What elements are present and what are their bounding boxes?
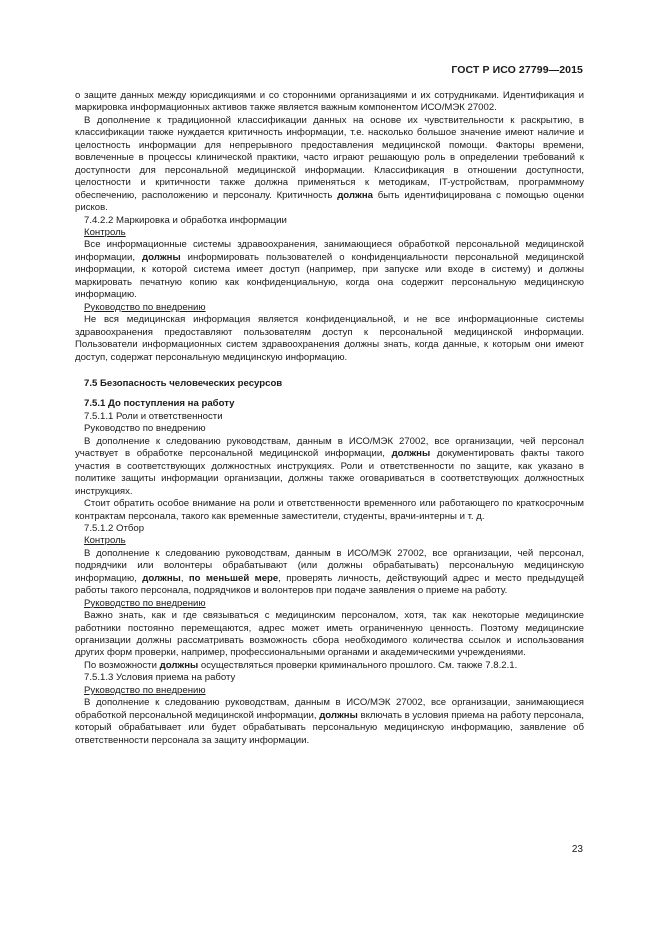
control-label: Контроль <box>84 535 126 547</box>
paragraph-text: По возможности <box>84 659 160 671</box>
bold-term: по меньшей мере <box>188 572 279 584</box>
paragraph <box>75 660 584 672</box>
paragraph-text: В дополнение к следованию руководствам, данным в ИСО/МЭК 27002, все организации, чей персонал участвует в обработке персональной медицинской информации, <box>75 435 584 460</box>
guidance-label: Руководство по внедрению <box>84 423 206 435</box>
paragraph <box>75 90 584 115</box>
bold-term: должны <box>391 448 431 460</box>
guidance-label: Руководство по внедрению <box>84 301 206 313</box>
paragraph-text: включать в условия приема на работу персонала, который обрабатывает или будет обрабатывать персональную медицинскую информацию, заявление об ответственности персонала за защиту информации. <box>75 709 584 746</box>
paragraph-text: быть идентифицирована с помощью оценки рисков. <box>75 189 584 214</box>
paragraph-text: , проверять личность, действующий адрес и место предыдущей работы такого персонала, подрядчиков и волонтеров при подаче заявления о приеме на работу. <box>75 572 584 597</box>
paragraph-text: документировать факты такого участия в соответствующих должностных инструкциях. Роли и ответственности по защите, как указано в политике защиты информации организации, должны также оговариваться в соответствующих должностных инструкциях. <box>75 448 584 497</box>
bold-term: должны <box>319 709 358 721</box>
paragraph-text: , <box>180 572 189 584</box>
bold-term: должна <box>337 189 373 201</box>
guidance-label: Руководство по внедрению <box>84 597 206 609</box>
paragraph-text: осуществляться проверки криминального прошлого. См. также 7.8.2.1. <box>198 659 518 671</box>
paragraph-text: о защите данных между юрисдикциями и со сторонними организациями и их сотрудниками. Идентификация и маркировка информационных активов также является важным компонентом ИСО/МЭК 27002. <box>75 90 584 114</box>
section-heading-7513: 7.5.1.3 Условия приема на работу <box>84 672 236 684</box>
bold-term: должны <box>142 572 181 584</box>
page-number: 23 <box>571 844 583 855</box>
paragraph-text: В дополнение к следованию руководствам, данным в ИСО/МЭК 27002, все организации, занимающиеся обработкой персональной медицинской информации, <box>75 697 584 721</box>
paragraph-text: В дополнение к следованию руководствам, данным в ИСО/МЭК 27002, все организации, чей персонал, подрядчики или волонтеры обрабатывают (или должны обрабатывать) персональную медицинскую информацию, <box>75 547 584 584</box>
paragraph-text: В дополнение к традиционной классификации данных на основе их чувствительности к раскрытию, в классификации также нуждается критичность информации, т.е. насколько большое значение имеют наличие и целостность информации для непрерывного предоставления медицинской помощи. Факторы времени, вовлеченные в процессы клинической практики, часто играют решающую роль в определении требований к доступности для персональной медицинской информации. Классификация в отношении доступности, целостности и критичности также должна применяться к методикам, IT-устройствам, программному обеспечению, расположению и персоналу. Критичность <box>75 114 584 201</box>
spacer <box>75 364 584 378</box>
section-heading-75: 7.5 Безопасность человеческих ресурсов <box>84 377 283 389</box>
section-heading-7512: 7.5.1.2 Отбор <box>84 522 145 534</box>
control-label: Контроль <box>84 226 126 238</box>
section-heading-7511: 7.5.1.1 Роли и ответственности <box>84 410 223 422</box>
bold-term: должны <box>159 659 199 671</box>
section-heading-7422: 7.4.2.2 Маркировка и обработка информации <box>84 214 287 226</box>
paragraph: Не вся медицинская информация является конфиденциальной, и не все информационные системы здравоохранения предоставляют пользователям доступ к персональной медицинской информации. Пользователи информационных систем здравоохранения должны знать, когда данные, к которым они имеют доступ, содержат персональную медицинскую информацию. <box>75 314 584 363</box>
paragraph <box>75 548 584 598</box>
section-heading-751: 7.5.1 До поступления на работу <box>84 398 235 410</box>
paragraph-text: информировать пользователей о конфиденциальности персональной медицинской информации, к которой система имеет доступ (например, при запуске или входе в систему) и должны маркировать печатную копию как конфиденциальную, когда она содержит персональную медицинскую информацию. <box>75 251 584 301</box>
paragraph-text: Все информационные системы здравоохранения, занимающиеся обработкой персональной медицинской информации, <box>75 239 584 263</box>
document-body <box>75 90 584 747</box>
paragraph <box>75 436 584 498</box>
paragraph <box>75 239 584 301</box>
bold-term: должны <box>142 251 181 263</box>
guidance-label: Руководство по внедрению <box>84 684 206 696</box>
paragraph: Важно знать, как и где связываться с медицинским персоналом, хотя, так как некоторые медицинские работники постоянно перемещаются, адрес может иметь ограниченную ценность. Поэтому медицинские организации должны рассматривать возможность сбора необходимого количества ссылок и использования других форм проверки, например, профессиональными органами и академическими учреждениями. <box>75 610 584 659</box>
paragraph <box>75 697 584 747</box>
document-header: ГОСТ Р ИСО 27799—2015 <box>451 64 583 76</box>
spacer <box>75 390 584 398</box>
paragraph: Стоит обратить особое внимание на роли и ответственности временного или работающего по краткосрочным контрактам персонала, такого как временные заместители, студенты, врачи-интерны и т. д. <box>75 498 584 522</box>
paragraph <box>75 115 584 215</box>
